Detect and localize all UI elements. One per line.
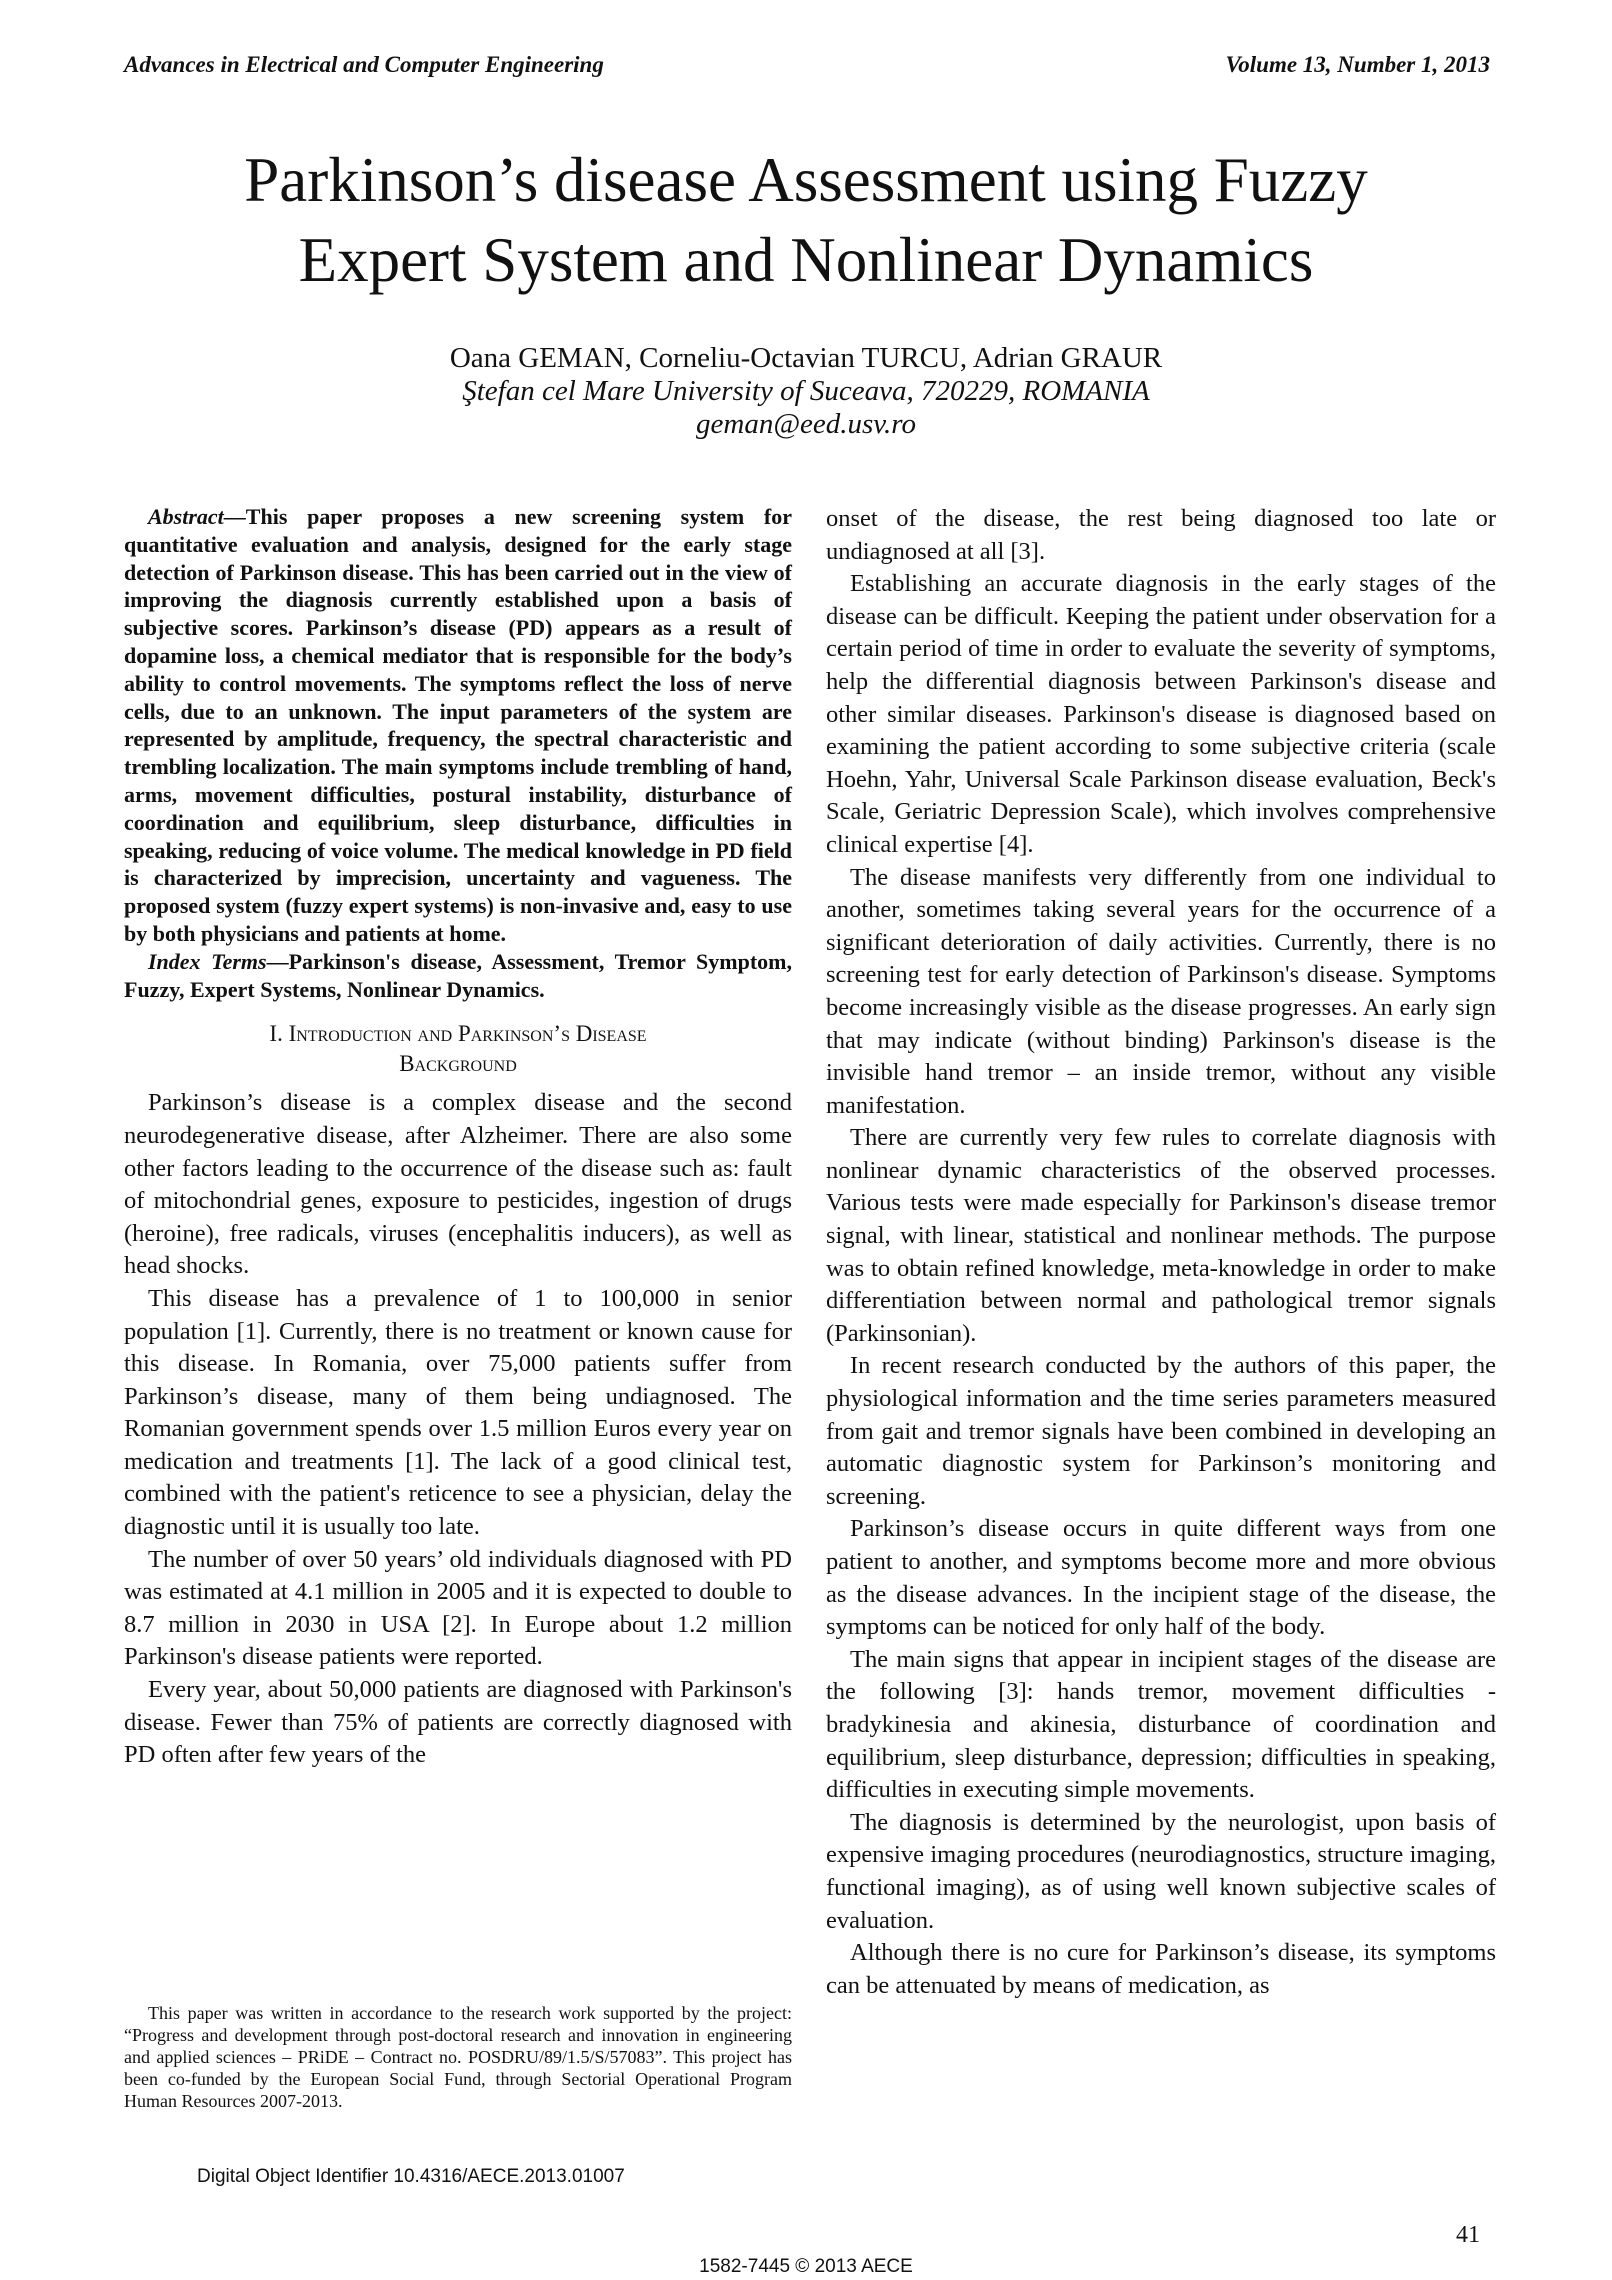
author-email: geman@eed.usv.ro bbox=[696, 408, 916, 440]
body-paragraph: Every year, about 50,000 patients are diagnosed with Parkinson's disease. Fewer than 75% of patients are correctly diagnosed with PD often after few years of the bbox=[124, 1676, 792, 1769]
body-paragraph-continued: onset of the disease, the rest being diagnosed too late or undiagnosed at all [3]. bbox=[826, 505, 1496, 565]
issn-copyright: 1582-7445 © 2013 AECE bbox=[699, 2256, 913, 2277]
author-names: Oana GEMAN, Corneliu-Octavian TURCU, Adrian GRAUR bbox=[449, 342, 1163, 374]
body-paragraph: In recent research conducted by the authors of this paper, the physiological information and the time series parameters measured from gait and tremor signals have been combined in developing an automatic diagnostic system for Parkinson’s monitoring and screening. bbox=[826, 1352, 1496, 1510]
running-header bbox=[124, 52, 1490, 78]
page-number: 41 bbox=[1456, 2222, 1480, 2248]
abstract bbox=[124, 503, 792, 948]
volume-info: Volume 13, Number 1, 2013 bbox=[1225, 52, 1490, 77]
paper-title bbox=[160, 140, 1452, 300]
section-heading bbox=[124, 1019, 792, 1079]
body-paragraph: Parkinson’s disease occurs in quite different ways from one patient to another, and symptoms become more and more obvious as the disease advances. In the incipient stage of the disease, the symptoms can be noticed for only half of the body. bbox=[826, 1515, 1496, 1641]
footnote-text: This paper was written in accordance to the research work supported by the project: “Progress and development through post-doctoral research and innovation in engineering and applied sciences – PRiDE – Contract no. POSDRU/89/1.5/S/57083”. This project has been co-funded by the European Social Fund, through Sectorial Operational Program Human Resources 2007-2013. bbox=[124, 2003, 792, 2111]
body-paragraph: Establishing an accurate diagnosis in the early stages of the disease can be difficult. Keeping the patient under observation for a certain period of time in order to evaluate the severity of symptoms, help the differential diagnosis between Parkinson's disease and other similar diseases. Parkinson's disease is diagnosed based on examining the patient according to some subjective criteria (scale Hoehn, Yahr, Universal Scale Parkinson disease evaluation, Beck's Scale, Geriatric Depression Scale), which involves comprehensive clinical expertise [4]. bbox=[826, 570, 1496, 858]
title-line-1: Parkinson’s disease Assessment using Fuzzy bbox=[244, 145, 1368, 215]
body-paragraph: The disease manifests very differently from one individual to another, sometimes taking several years for the occurrence of a significant deterioration of daily activities. Currently, there is no screening test for early detection of Parkinson's disease. Symptoms become increasingly visible as the disease progresses. An early sign that may indicate (without binding) Parkinson's disease is the invisible hand tremor – an inside tremor, without any visible manifestation. bbox=[826, 863, 1496, 1119]
right-column bbox=[826, 503, 1496, 2002]
affiliation: Ştefan cel Mare University of Suceava, 720229, ROMANIA bbox=[462, 375, 1150, 407]
funding-footnote bbox=[124, 2002, 792, 2112]
body-paragraph: The diagnosis is determined by the neurologist, upon basis of expensive imaging procedures (neurodiagnostics, structure imaging, functional imaging), as of using well known subjective scales of evaluation. bbox=[826, 1808, 1496, 1934]
left-column bbox=[124, 503, 792, 1772]
abstract-text: —This paper proposes a new screening system for quantitative evaluation and analysis, designed for the early stage detection of Parkinson disease. This has been carried out in the view of improving the diagnosis currently established upon a basis of subjective scores. Parkinson’s disease (PD) appears as a result of dopamine loss, a chemical mediator that is responsible for the body’s ability to control movements. The symptoms reflect the loss of nerve cells, due to an unknown. The input parameters of the system are represented by amplitude, frequency, the spectral characteristic and trembling localization. The main symptoms include trembling of hand, arms, movement difficulties, postural instability, disturbance of coordination and equilibrium, sleep disturbance, difficulties in speaking, reducing of voice volume. The medical knowledge in PD field is characterized by imprecision, uncertainty and vagueness. The proposed system (fuzzy expert systems) is non-invasive and, easy to use by both physicians and patients at home. bbox=[124, 504, 792, 946]
section-heading-line-1: I. Introduction and Parkinson’s Disease bbox=[269, 1021, 647, 1047]
author-block bbox=[200, 342, 1412, 441]
index-terms-label: Index Terms bbox=[148, 948, 267, 974]
body-paragraph: Parkinson’s disease is a complex disease and the second neurodegenerative disease, after Alzheimer. There are also some other factors leading to the occurrence of the disease such as: fault of mitochondrial genes, exposure to pesticides, ingestion of drugs (heroine), free radicals, viruses (encephalitis inducers), as well as head shocks. bbox=[124, 1089, 792, 1280]
doi-identifier: Digital Object Identifier 10.4316/AECE.2013.01007 bbox=[197, 2166, 625, 2187]
section-heading-line-2: Background bbox=[399, 1051, 517, 1077]
body-paragraph: There are currently very few rules to correlate diagnosis with nonlinear dynamic characteristics of the observed processes. Various tests were made especially for Parkinson's disease tremor signal, with linear, statistical and nonlinear methods. The purpose was to obtain refined knowledge, meta-knowledge in order to make differentiation between normal and pathological tremor signals (Parkinsonian). bbox=[826, 1124, 1496, 1347]
title-line-2: Expert System and Nonlinear Dynamics bbox=[298, 225, 1314, 295]
body-paragraph: The main signs that appear in incipient stages of the disease are the following [3]: hands tremor, movement difficulties - bradykinesia and akinesia, disturbance of coordination and equilibrium, sleep disturbance, depression; difficulties in speaking, difficulties in executing simple movements. bbox=[826, 1645, 1496, 1804]
body-paragraph: The number of over 50 years’ old individuals diagnosed with PD was estimated at 4.1 million in 2005 and it is expected to double to 8.7 million in 2030 in USA [2]. In Europe about 1.2 million Parkinson's disease patients were reported. bbox=[124, 1545, 792, 1671]
body-paragraph: Although there is no cure for Parkinson’s disease, its symptoms can be attenuated by means of medication, as bbox=[826, 1939, 1496, 1999]
abstract-label: Abstract bbox=[148, 504, 224, 529]
index-terms-text: —Parkinson's disease, Assessment, Tremor Symptom, Fuzzy, Expert Systems, Nonlinear Dynamics. bbox=[124, 948, 793, 1002]
index-terms bbox=[124, 948, 792, 1004]
journal-name: Advances in Electrical and Computer Engineering bbox=[124, 52, 604, 77]
body-paragraph: This disease has a prevalence of 1 to 100,000 in senior population [1]. Currently, there is no treatment or known cause for this disease. In Romania, over 75,000 patients suffer from Parkinson’s disease, many of them being undiagnosed. The Romanian government spends over 1.5 million Euros every year on medication and treatments [1]. The lack of a good clinical test, combined with the patient's reticence to see a physician, delay the diagnostic until it is usually too late. bbox=[124, 1284, 792, 1541]
